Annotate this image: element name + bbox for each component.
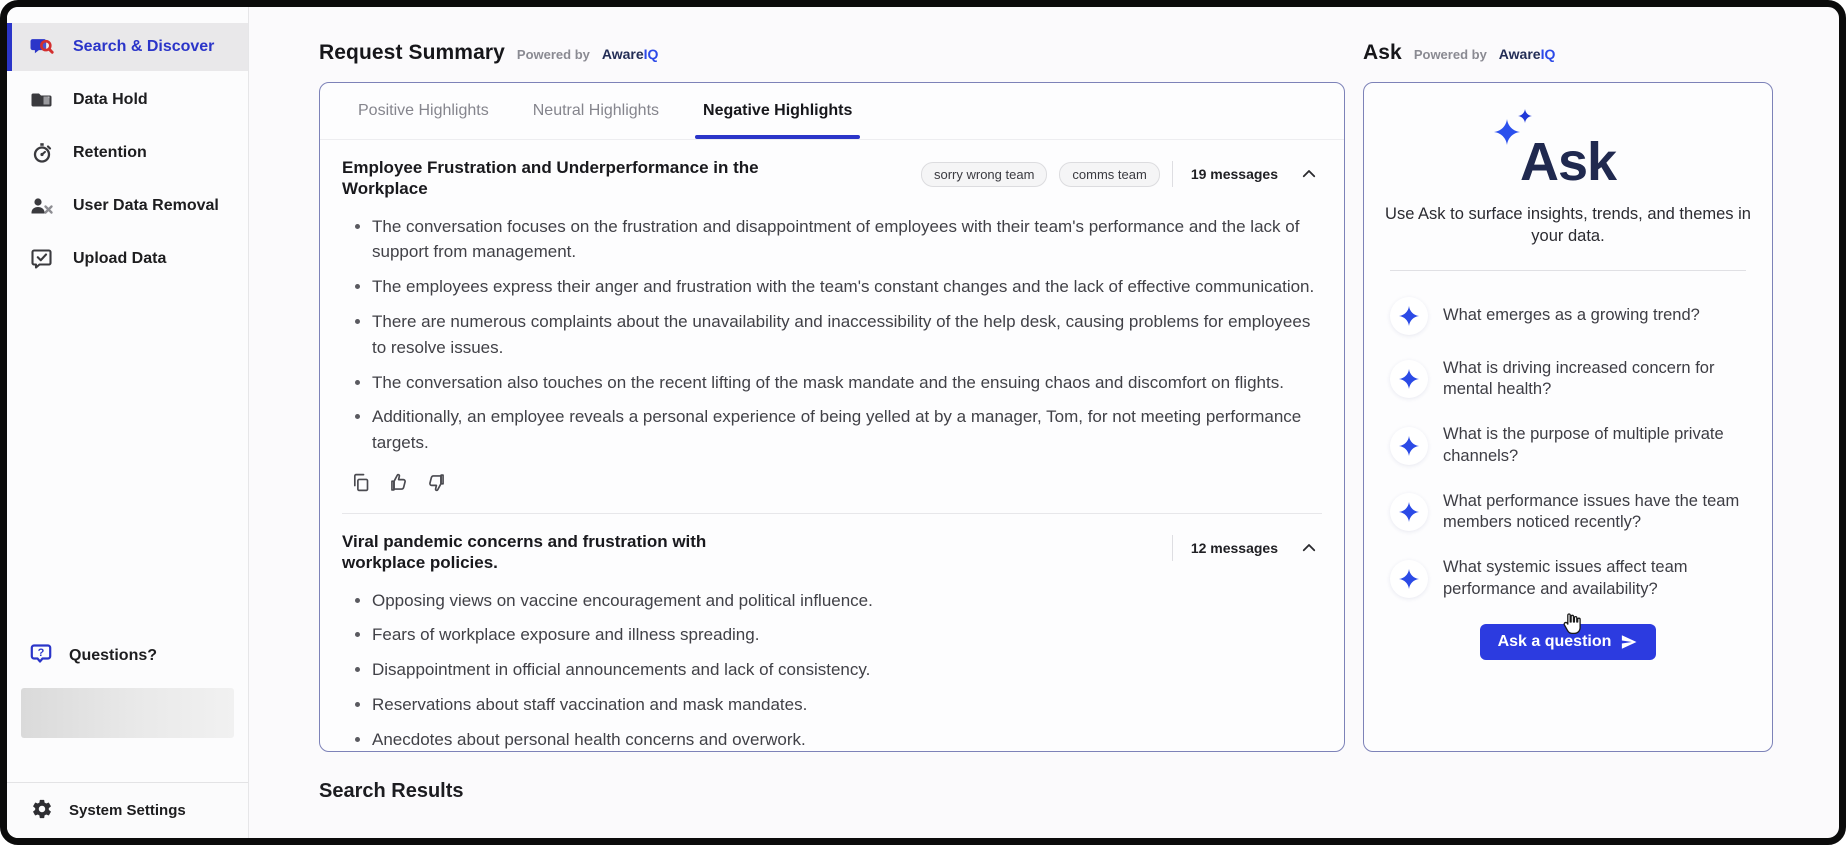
bullet-item: • Disappointment in official announcements and lack of consistency. [372, 657, 1322, 683]
message-count: 19 messages [1190, 166, 1278, 182]
system-settings-label: System Settings [69, 802, 186, 819]
ask-suggestion[interactable] [1364, 297, 1772, 335]
sidebar-item-label: Upload Data [73, 250, 167, 267]
ask-column [1363, 7, 1773, 838]
tag-badge: sorry wrong team [921, 162, 1047, 187]
thumbs-down-icon[interactable] [424, 470, 449, 495]
powered-by-label: Powered by [516, 47, 590, 62]
question-bubble-icon [29, 642, 53, 671]
suggestion-text: What emerges as a growing trend? [1443, 305, 1700, 324]
send-icon [1620, 633, 1638, 651]
logo-placeholder [21, 688, 234, 738]
highlight-title: Viral pandemic concerns and frustration with workplace policies. [342, 532, 707, 573]
bullet-item: • Reservations about staff vaccination and mask mandates. [372, 692, 1322, 718]
ask-suggestion[interactable] [1364, 557, 1772, 601]
ask-logo-text: Ask [1519, 132, 1617, 192]
sidebar-item-label: User Data Removal [73, 197, 219, 214]
sparkle-icon [1390, 493, 1428, 531]
search-discover-icon [29, 34, 55, 60]
sidebar-nav [7, 7, 248, 288]
sparkle-icon [1390, 297, 1428, 335]
ask-a-question-button[interactable] [1480, 624, 1657, 660]
sparkle-icon [1390, 427, 1428, 465]
highlight-bullets [342, 588, 1322, 752]
bullet-item: • Anecdotes about personal health concerns and overwork. [372, 727, 1322, 752]
highlight-header [342, 157, 1322, 200]
suggestion-text: What performance issues have the team members noticed recently? [1443, 491, 1740, 532]
request-summary-title: Request Summary [319, 41, 505, 64]
bullet-item: • Fears of workplace exposure and illness spreading. [372, 622, 1322, 648]
sidebar-item-user-data-removal[interactable] [7, 182, 248, 230]
bullet-item: • The conversation also touches on the recent lifting of the mask mandate and the ensuing chaos and discomfort on flights. [372, 370, 1322, 396]
suggestion-text: What is the purpose of multiple private channels? [1443, 425, 1724, 465]
bullet-item: • The employees express their anger and frustration with the team's constant changes and the lack of effective communication. [372, 274, 1322, 300]
highlight-header [342, 531, 1322, 574]
powered-by-label: Powered by [1413, 47, 1487, 62]
sidebar [7, 7, 249, 838]
highlight-meta [921, 161, 1322, 187]
gear-icon [31, 798, 53, 824]
ask-suggestion[interactable] [1364, 491, 1772, 535]
bullet-item: • There are numerous complaints about the unavailability and inaccessibility of the help desk, causing problems for employees to resolve issues. [372, 309, 1322, 361]
brand-logo: AwareIQ [1498, 46, 1556, 62]
ask-header [1363, 41, 1773, 67]
ask-divider [1390, 270, 1746, 271]
bullet-item: • Additionally, an employee reveals a personal experience of being yelled at by a manager, Tom, for not meeting performance targets. [372, 404, 1322, 456]
ask-suggestion[interactable] [1364, 424, 1772, 468]
highlight-bullets [342, 214, 1322, 457]
ask-logo [1519, 132, 1617, 192]
upload-data-icon [29, 246, 55, 272]
sidebar-item-system-settings[interactable] [7, 782, 248, 838]
user-data-removal-icon [29, 193, 55, 219]
meta-divider [1172, 535, 1173, 561]
retention-icon [29, 140, 55, 166]
meta-divider [1172, 161, 1173, 187]
highlight-actions [348, 470, 1322, 495]
suggestion-text: What systemic issues affect team performance and availability? [1443, 558, 1688, 598]
main-content [249, 7, 1839, 838]
highlight-item [320, 531, 1344, 752]
tab-negative-highlights[interactable]: Negative Highlights [703, 83, 852, 139]
sidebar-item-label: Retention [73, 144, 147, 161]
highlight-title: Employee Frustration and Underperformance in the Workplace [342, 158, 759, 199]
bullet-item: • Opposing views on vaccine encouragement and political influence. [372, 588, 1322, 614]
request-summary-column [319, 7, 1345, 838]
sidebar-item-search-discover[interactable] [7, 23, 248, 71]
data-hold-icon [29, 87, 55, 113]
highlight-meta [1172, 535, 1322, 561]
sparkle-icon [1494, 119, 1520, 150]
copy-icon[interactable] [348, 470, 373, 495]
search-results-title: Search Results [319, 780, 464, 802]
sidebar-item-retention[interactable] [7, 129, 248, 177]
section-divider [342, 513, 1322, 514]
sidebar-bottom [7, 636, 248, 838]
request-summary-card [319, 82, 1345, 752]
ask-suggestion[interactable] [1364, 358, 1772, 402]
ask-tagline: Use Ask to surface insights, trends, and themes in your data. [1385, 205, 1751, 246]
svg-text:?: ? [37, 646, 45, 659]
request-summary-header [319, 41, 1345, 67]
suggestion-text: What is driving increased concern for mental health? [1443, 358, 1715, 399]
sparkle-icon [1390, 360, 1428, 398]
questions-label: Questions? [69, 647, 158, 664]
ask-button-row [1364, 624, 1772, 660]
brand-logo: AwareIQ [601, 46, 659, 62]
ask-button-label: Ask a question [1497, 632, 1612, 650]
collapse-chevron-up-icon[interactable] [1296, 535, 1322, 561]
ask-card [1363, 82, 1773, 752]
highlight-tabs [320, 83, 1344, 140]
sidebar-item-questions[interactable] [7, 636, 248, 676]
sidebar-item-label: Data Hold [73, 91, 148, 108]
sidebar-item-label: Search & Discover [73, 38, 215, 55]
sidebar-item-upload-data[interactable] [7, 235, 248, 283]
highlight-item [320, 157, 1344, 514]
sidebar-item-data-hold[interactable] [7, 76, 248, 124]
message-count: 12 messages [1190, 540, 1278, 557]
thumbs-up-icon[interactable] [386, 470, 411, 495]
ask-panel-title: Ask [1363, 41, 1402, 64]
collapse-chevron-up-icon[interactable] [1296, 161, 1322, 187]
bullet-item: • The conversation focuses on the frustration and disappointment of employees with their team's performance and the lack of support from management. [372, 214, 1322, 266]
tab-positive-highlights[interactable]: Positive Highlights [358, 102, 489, 119]
tag-badge: comms team [1059, 162, 1159, 187]
tab-neutral-highlights[interactable]: Neutral Highlights [532, 102, 660, 119]
sparkle-icon [1518, 109, 1532, 128]
sparkle-icon [1390, 560, 1428, 598]
